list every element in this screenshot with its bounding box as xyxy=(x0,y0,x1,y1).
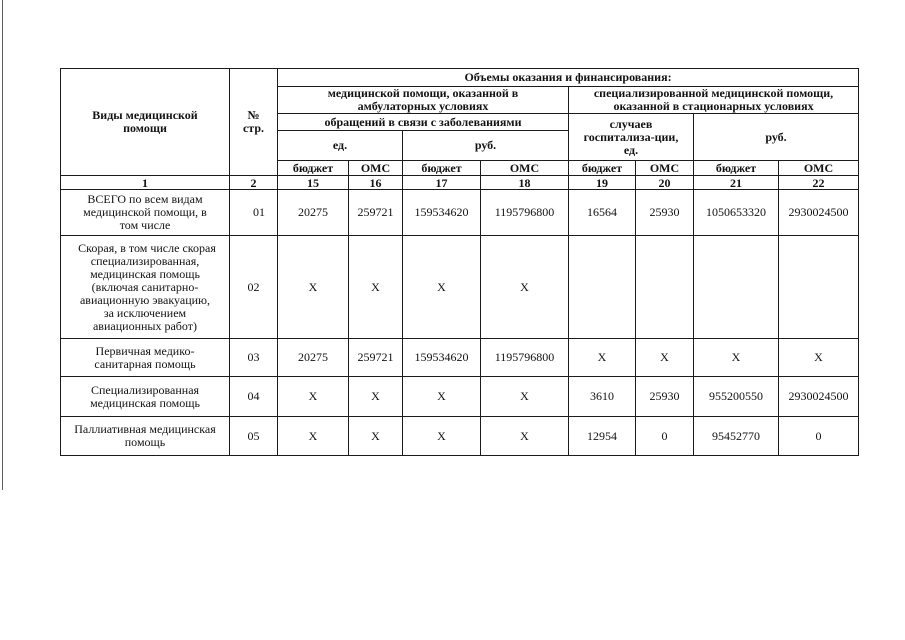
header-inpatient-rubles: руб. xyxy=(694,114,859,161)
value-hospitalizations-oms: 25930 xyxy=(636,377,694,417)
header-funding-source: ОМС xyxy=(349,161,403,176)
value-inpatient-rub-budget xyxy=(694,236,779,339)
header-hospitalizations: случаев госпитализа-ции, ед. xyxy=(569,114,694,161)
value-hospitalizations-budget xyxy=(569,236,636,339)
row-number: 04 xyxy=(230,377,278,417)
header-funding-source: бюджет xyxy=(694,161,779,176)
row-label: Специализированная медицинская помощь xyxy=(61,377,230,417)
value-hospitalizations-oms: X xyxy=(636,339,694,377)
value-inpatient-rub-budget: 1050653320 xyxy=(694,190,779,236)
value-outpatient-rub-budget: X xyxy=(403,377,481,417)
header-volumes-financing: Объемы оказания и финансирования: xyxy=(278,69,859,87)
table-body xyxy=(61,190,859,456)
row-label: Скорая, в том числе скорая специализированная, медицинская помощь (включая санитарно- авиационную эвакуацию, за исключением авиационных работ) xyxy=(61,236,230,339)
value-hospitalizations-budget: X xyxy=(569,339,636,377)
table-row xyxy=(61,190,859,236)
row-label: ВСЕГО по всем видам медицинской помощи, в том числе xyxy=(61,190,230,236)
header-column-number: 19 xyxy=(569,176,636,190)
header-column-number: 16 xyxy=(349,176,403,190)
value-outpatient-rub-budget: 159534620 xyxy=(403,339,481,377)
value-inpatient-rub-budget: 955200550 xyxy=(694,377,779,417)
table-row xyxy=(61,236,859,339)
value-hospitalizations-oms: 25930 xyxy=(636,190,694,236)
value-outpatient-rub-oms: 1195796800 xyxy=(481,190,569,236)
value-hospitalizations-budget: 12954 xyxy=(569,417,636,456)
header-column-number: 15 xyxy=(278,176,349,190)
header-column-number: 1 xyxy=(61,176,230,190)
value-outpatient-visits-oms: X xyxy=(349,377,403,417)
value-inpatient-rub-oms: 0 xyxy=(779,417,859,456)
value-hospitalizations-budget: 16564 xyxy=(569,190,636,236)
row-number: 01 xyxy=(230,190,278,236)
row-number: 03 xyxy=(230,339,278,377)
row-label: Паллиативная медицинская помощь xyxy=(61,417,230,456)
header-funding-source: ОМС xyxy=(481,161,569,176)
value-outpatient-visits-oms: 259721 xyxy=(349,339,403,377)
header-row xyxy=(61,69,859,87)
header-row-number: № стр. xyxy=(230,69,278,176)
value-hospitalizations-oms xyxy=(636,236,694,339)
row-number: 02 xyxy=(230,236,278,339)
header-funding-source: бюджет xyxy=(569,161,636,176)
header-funding-source: бюджет xyxy=(403,161,481,176)
value-hospitalizations-oms: 0 xyxy=(636,417,694,456)
value-outpatient-rub-budget: X xyxy=(403,236,481,339)
value-outpatient-rub-budget: X xyxy=(403,417,481,456)
table-row xyxy=(61,377,859,417)
header-column-number: 20 xyxy=(636,176,694,190)
value-inpatient-rub-oms: X xyxy=(779,339,859,377)
value-outpatient-visits-oms: X xyxy=(349,236,403,339)
header-visits: обращений в связи с заболеваниями xyxy=(278,114,569,131)
value-outpatient-rub-oms: X xyxy=(481,417,569,456)
value-hospitalizations-budget: 3610 xyxy=(569,377,636,417)
row-number: 05 xyxy=(230,417,278,456)
header-outpatient-care: медицинской помощи, оказанной в амбулаторных условиях xyxy=(278,87,569,114)
header-visits-rubles: руб. xyxy=(403,131,569,161)
value-outpatient-visits-budget: 20275 xyxy=(278,190,349,236)
table-header xyxy=(61,69,859,190)
value-inpatient-rub-oms xyxy=(779,236,859,339)
table-row xyxy=(61,417,859,456)
header-inpatient-care: специализированной медицинской помощи, оказанной в стационарных условиях xyxy=(569,87,859,114)
value-outpatient-rub-oms: X xyxy=(481,236,569,339)
value-outpatient-visits-budget: X xyxy=(278,417,349,456)
value-inpatient-rub-oms: 2930024500 xyxy=(779,377,859,417)
header-visits-units: ед. xyxy=(278,131,403,161)
table-row xyxy=(61,339,859,377)
scan-edge-line xyxy=(2,0,3,490)
financing-volumes-table xyxy=(60,68,859,456)
value-inpatient-rub-budget: 95452770 xyxy=(694,417,779,456)
value-outpatient-visits-oms: 259721 xyxy=(349,190,403,236)
value-outpatient-rub-budget: 159534620 xyxy=(403,190,481,236)
header-column-number: 22 xyxy=(779,176,859,190)
value-inpatient-rub-oms: 2930024500 xyxy=(779,190,859,236)
value-outpatient-rub-oms: X xyxy=(481,377,569,417)
header-funding-source: бюджет xyxy=(278,161,349,176)
row-label: Первичная медико- санитарная помощь xyxy=(61,339,230,377)
header-funding-source: ОМС xyxy=(779,161,859,176)
header-care-types: Виды медицинской помощи xyxy=(61,69,230,176)
header-column-number: 18 xyxy=(481,176,569,190)
value-outpatient-visits-oms: X xyxy=(349,417,403,456)
value-outpatient-visits-budget: X xyxy=(278,236,349,339)
header-funding-source: ОМС xyxy=(636,161,694,176)
header-column-number: 2 xyxy=(230,176,278,190)
value-inpatient-rub-budget: X xyxy=(694,339,779,377)
header-column-numbers-row xyxy=(61,176,859,190)
value-outpatient-visits-budget: 20275 xyxy=(278,339,349,377)
value-outpatient-rub-oms: 1195796800 xyxy=(481,339,569,377)
header-column-number: 21 xyxy=(694,176,779,190)
header-column-number: 17 xyxy=(403,176,481,190)
value-outpatient-visits-budget: X xyxy=(278,377,349,417)
